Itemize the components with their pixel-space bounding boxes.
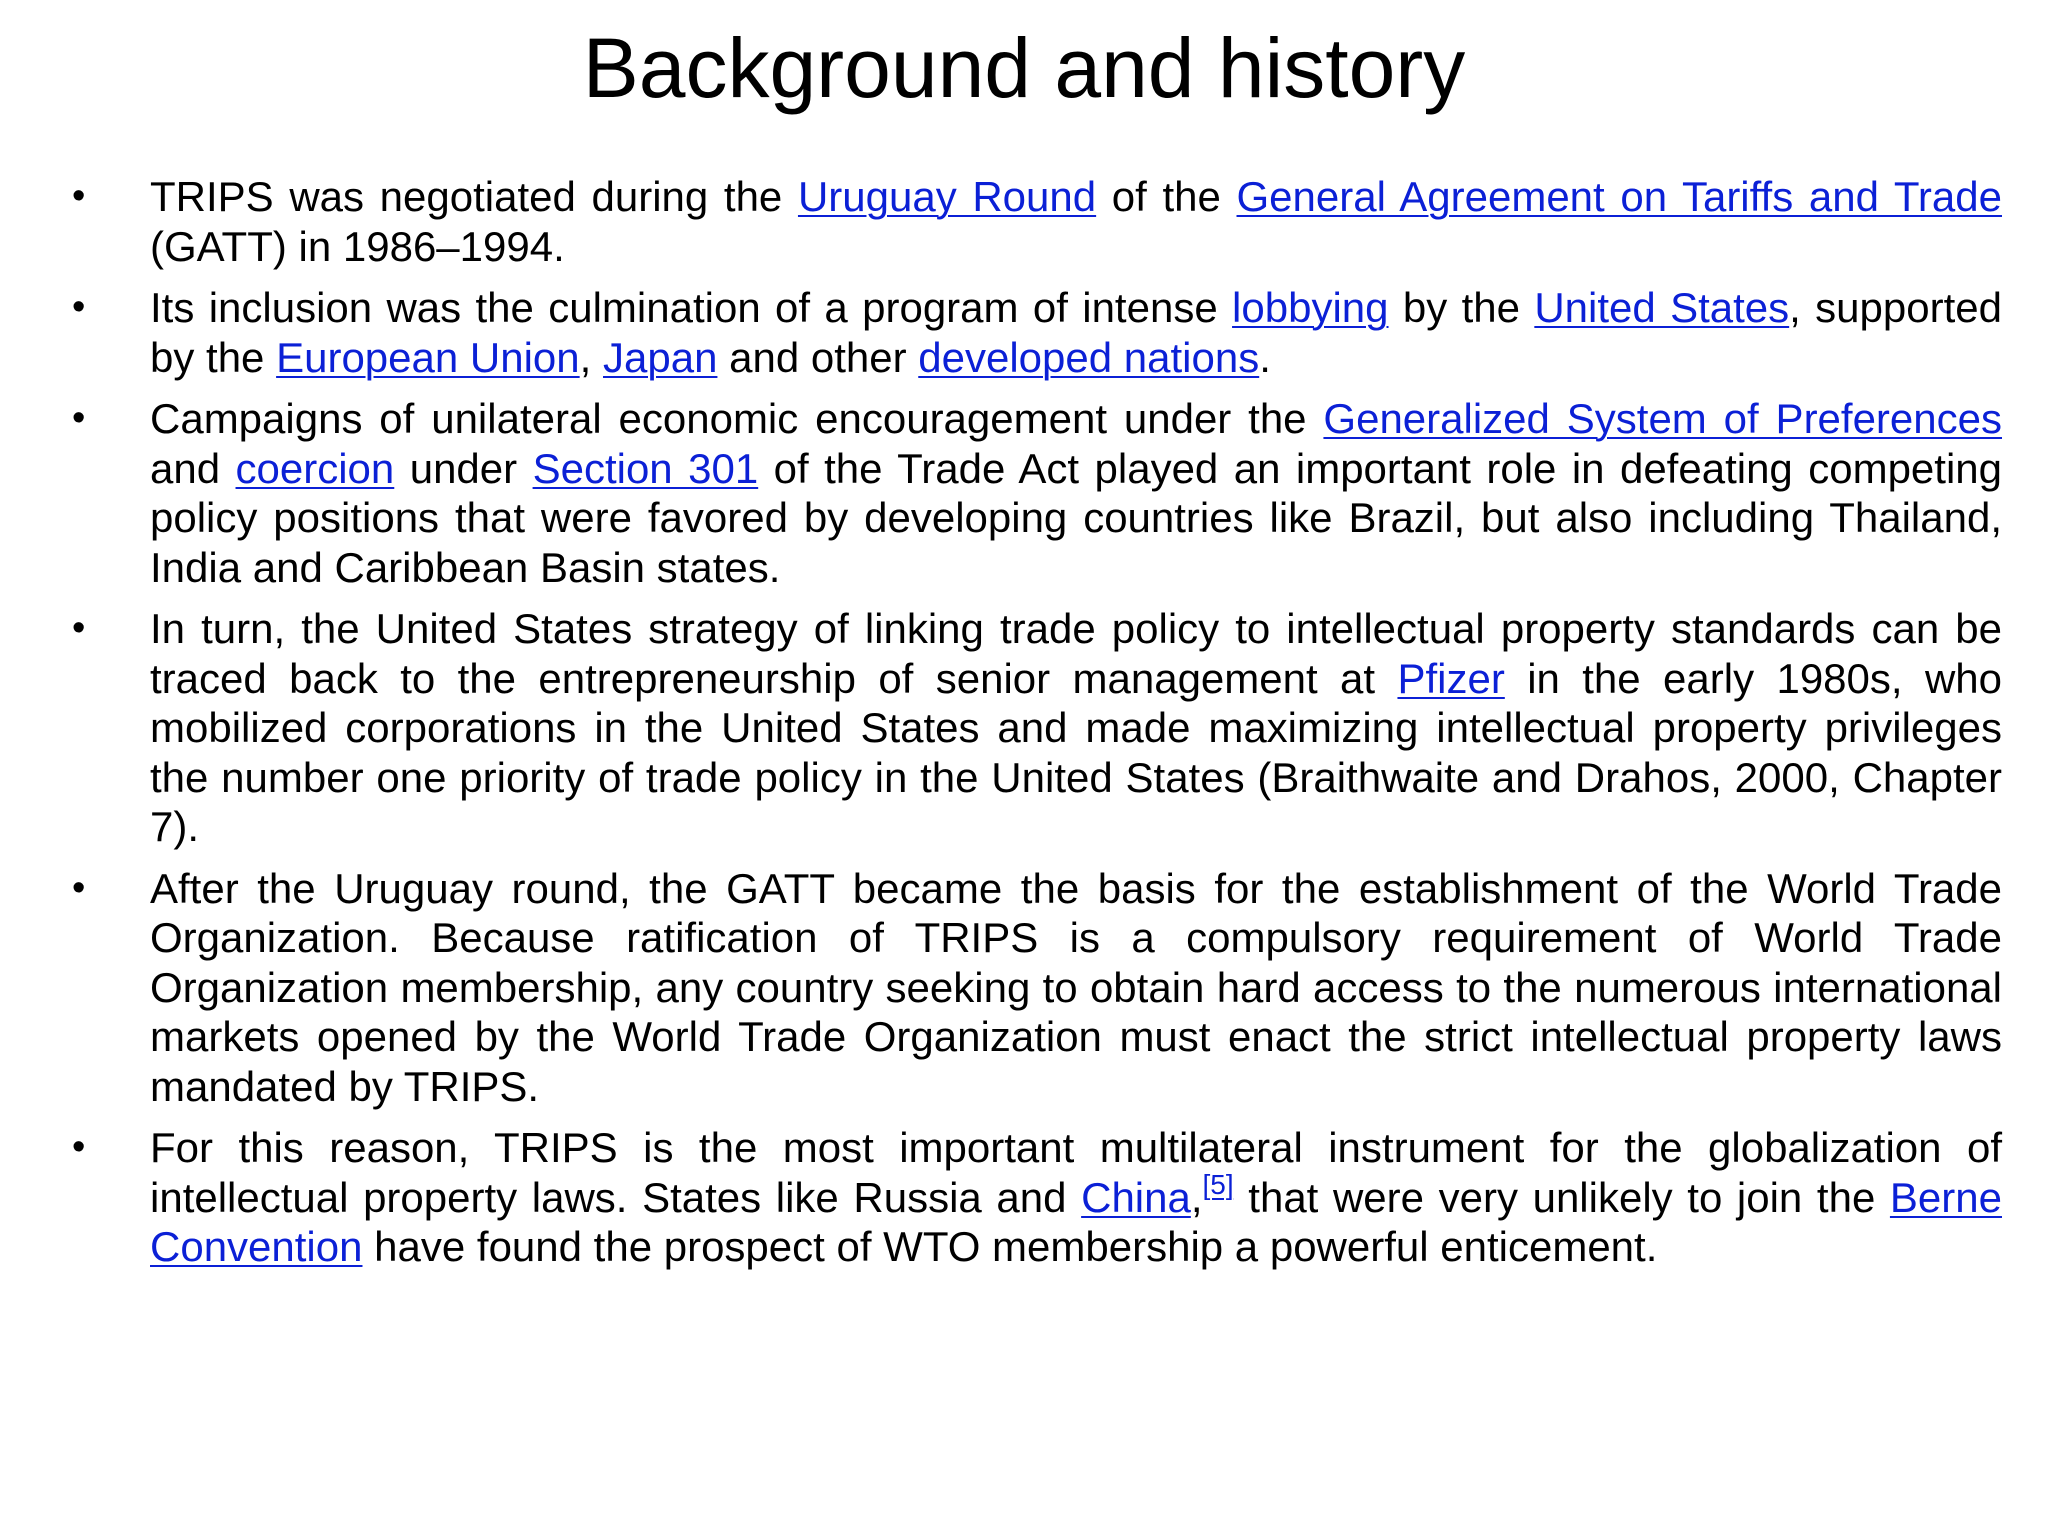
bullet-text: Its inclusion was the culmination of a program of intense — [150, 284, 1233, 331]
bullet-text: , — [1190, 1173, 1203, 1221]
bullet-item — [72, 604, 2002, 852]
bullet-item — [72, 172, 2002, 271]
bullet-dot-icon: • — [72, 175, 86, 217]
hyperlink[interactable]: European Union — [276, 333, 580, 381]
bullet-text: of the Trade Act played an important role in defeating competing policy positions that were favored by developing countries like Brazil, but also including Thailand, India and Caribbean Basin states. — [150, 444, 2003, 591]
bullet-dot-icon: • — [72, 286, 86, 328]
hyperlink[interactable]: Pfizer — [1397, 654, 1505, 702]
bullet-text: . — [1259, 333, 1271, 381]
bullet-text: and — [150, 444, 236, 492]
bullet-dot-icon: • — [72, 397, 86, 439]
bullet-item — [72, 394, 2002, 592]
bullet-dot-icon: • — [72, 1126, 86, 1168]
bullet-text: in the early 1980s, who mobilized corporations in the United States and made maximizing intellectual property privileges the number one priority of trade policy in the United States (Braithwaite and Drahos, 2000, Chapter 7). — [150, 654, 2002, 850]
bullet-item — [72, 864, 2002, 1112]
hyperlink[interactable]: Berne Convention — [150, 1173, 2002, 1270]
bullet-text: have found the prospect of WTO membership a powerful enticement. — [362, 1223, 1658, 1270]
hyperlink[interactable]: General Agreement on Tariffs and Trade — [1236, 173, 2002, 220]
hyperlink[interactable]: Japan — [603, 333, 718, 381]
bullet-text: In turn, the United States strategy of linking trade policy to intellectual property standards can be traced back to the entrepreneurship of senior management at — [150, 605, 2002, 702]
citation-link[interactable]: [5] — [1202, 1168, 1234, 1200]
bullet-item — [72, 283, 2002, 382]
bullet-text: of the — [1096, 173, 1237, 220]
hyperlink[interactable]: developed nations — [918, 333, 1260, 381]
bullet-text: TRIPS was negotiated during the — [150, 173, 798, 220]
bullet-text: that were very unlikely to join the — [1233, 1173, 1890, 1221]
bullet-text: by the — [1388, 284, 1535, 331]
bullet-text: Campaigns of unilateral economic encouragement under the — [150, 395, 1324, 442]
bullet-list — [72, 172, 2002, 1284]
bullet-dot-icon: • — [72, 866, 86, 909]
hyperlink[interactable]: Section 301 — [532, 444, 759, 492]
bullet-dot-icon: • — [72, 607, 86, 649]
slide-title: Background and history — [582, 21, 1466, 115]
bullet-text: (GATT) in 1986–1994. — [150, 222, 565, 270]
hyperlink[interactable]: coercion — [235, 444, 395, 492]
bullet-text: , supported by the — [150, 284, 2002, 381]
hyperlink[interactable]: lobbying — [1232, 284, 1389, 331]
bullet-item — [72, 1123, 2002, 1272]
bullet-text: , — [579, 333, 603, 381]
bullet-text: under — [394, 444, 533, 492]
bullet-text: After the Uruguay round, the GATT became the basis for the establishment of the World Trade Organization. Because ratification of TRIPS is a compulsory requirement of World Trade Organization membership, any country seeking to obtain hard access to the numerous international markets opened by the World Trade Organization must enact the strict intellectual property laws mandated by TRIPS. — [150, 864, 2002, 1110]
bullet-text: and other — [717, 333, 919, 381]
hyperlink[interactable]: Uruguay Round — [797, 173, 1097, 220]
hyperlink[interactable]: China — [1081, 1173, 1191, 1221]
hyperlink[interactable]: Generalized System of Preferences — [1323, 395, 2002, 442]
hyperlink[interactable]: United States — [1534, 284, 1790, 331]
bullet-text: For this reason, TRIPS is the most important multilateral instrument for the globalization of intellectual property laws. States like Russia and — [150, 1124, 2002, 1221]
